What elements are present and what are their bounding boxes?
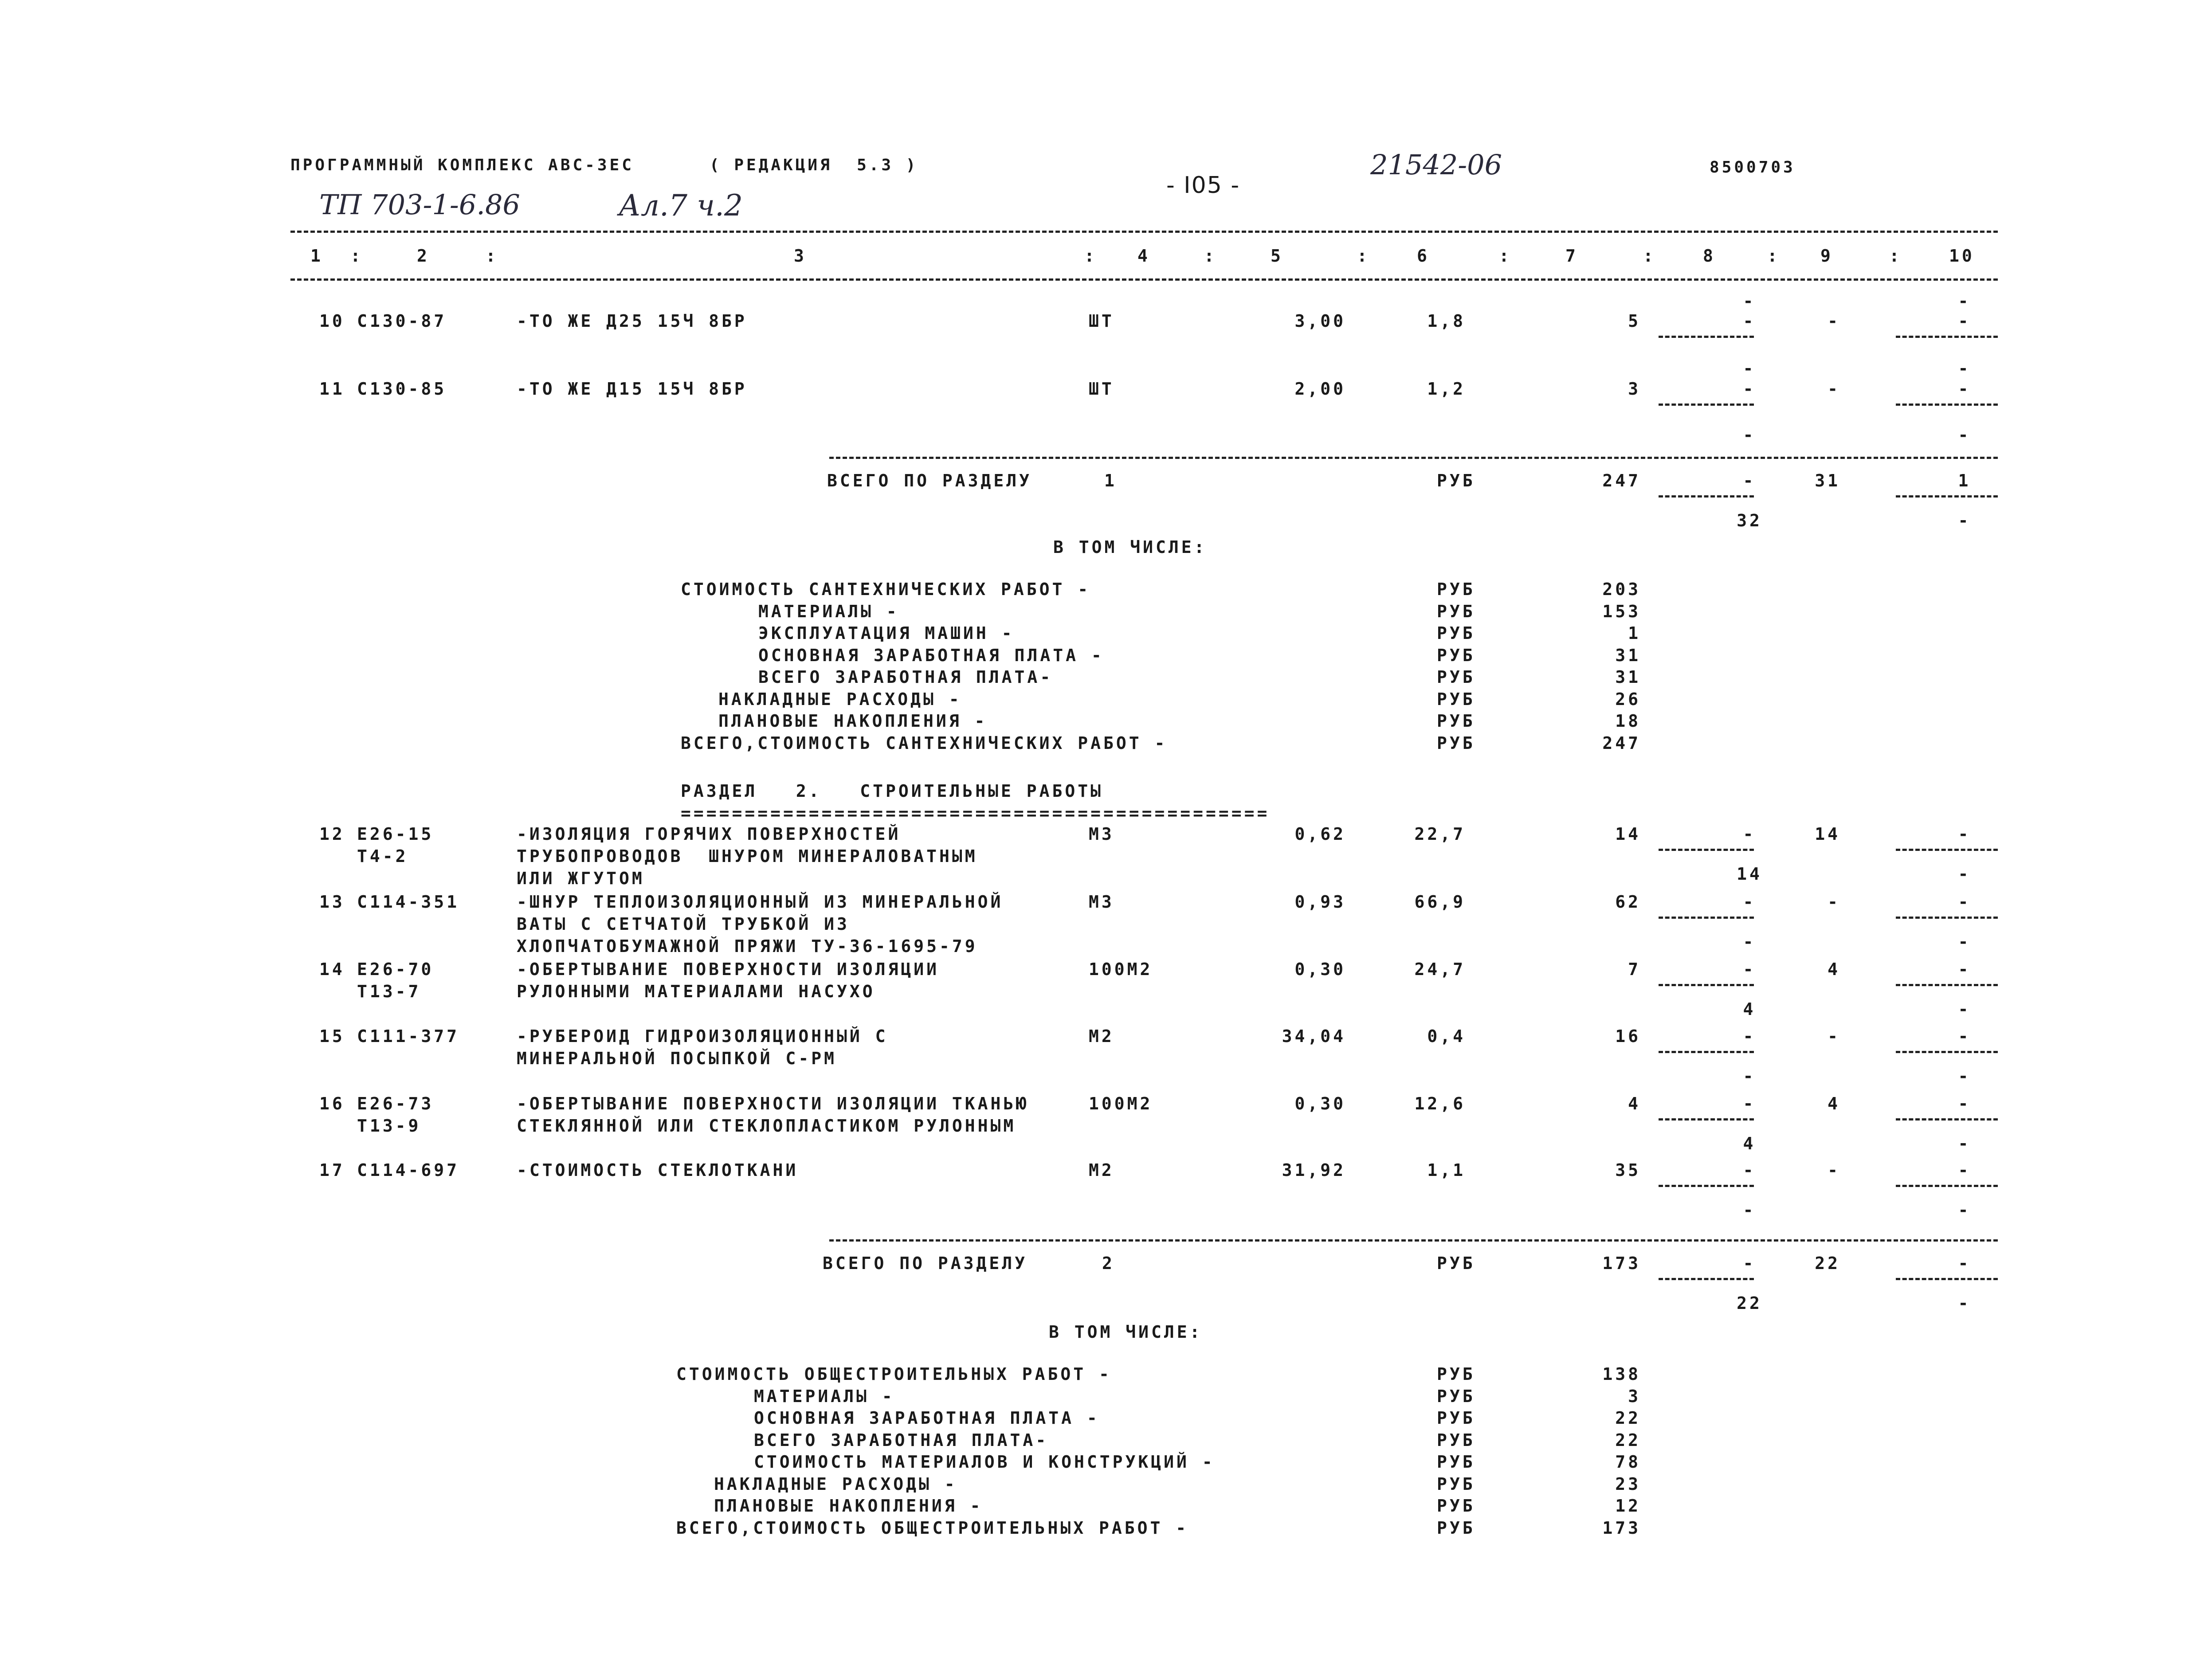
col10-value: -	[1958, 379, 1971, 399]
summary-label: ВСЕГО,СТОИМОСТЬ САНТЕХНИЧЕСКИХ РАБОТ -	[681, 733, 1168, 753]
row-name: -РУБЕРОИД ГИДРОИЗОЛЯЦИОННЫЙ С	[517, 1026, 888, 1046]
section2-total-rule	[829, 1239, 1998, 1242]
col10-value: 1	[1958, 471, 1971, 490]
row-total: 4	[1628, 1094, 1641, 1113]
section-title: РАЗДЕЛ 2. СТРОИТЕЛЬНЫЕ РАБОТЫ	[681, 781, 1103, 801]
col10-rule	[1896, 404, 1998, 406]
row-quantity: 0,62	[1294, 824, 1346, 844]
summary-value: 22	[1615, 1408, 1641, 1428]
row-quantity: 2,00	[1294, 379, 1346, 399]
col10-rule	[1896, 917, 1998, 919]
summary-label: ВСЕГО,СТОИМОСТЬ ОБЩЕСТРОИТЕЛЬНЫХ РАБОТ -	[676, 1518, 1189, 1538]
section-total-number: 1	[1104, 471, 1117, 490]
col10-value: -	[1958, 1254, 1971, 1273]
col9-value: -	[1828, 311, 1840, 331]
summary-label: МАТЕРИАЛЫ -	[758, 601, 899, 621]
col10-mark: -	[1958, 425, 1971, 445]
row-name: -ТО ЖЕ Д15 15Ч 8БР	[517, 379, 747, 399]
summary-unit: РУБ	[1437, 1474, 1475, 1494]
col9-value: 31	[1815, 471, 1840, 490]
section-total-unit: РУБ	[1437, 471, 1475, 490]
column-separator: :	[1357, 246, 1370, 266]
col10-rule	[1896, 984, 1998, 986]
summary-value: 138	[1602, 1364, 1641, 1384]
row-quantity: 3,00	[1294, 311, 1346, 331]
col10-value: -	[1958, 892, 1971, 912]
col8-value: -	[1743, 471, 1756, 490]
column-number: 2	[417, 246, 430, 266]
row-code: С130-85	[357, 379, 447, 399]
col8-value: -	[1743, 1160, 1756, 1180]
summary-value: 23	[1615, 1474, 1641, 1494]
summary-value: 153	[1602, 601, 1641, 621]
row-name-line2: РУЛОННЫМИ МАТЕРИАЛАМИ НАСУХО	[517, 982, 875, 1001]
row-code: Е26-15	[357, 824, 434, 844]
row-code: С130-87	[357, 311, 447, 331]
row-price: 1,8	[1427, 311, 1466, 331]
row-quantity: 31,92	[1282, 1160, 1346, 1180]
col8-rule	[1659, 1051, 1754, 1053]
summary-unit: РУБ	[1437, 580, 1475, 599]
row-name: -ТО ЖЕ Д25 15Ч 8БР	[517, 311, 747, 331]
col10-bottom-value: -	[1958, 1134, 1971, 1153]
summary-label: НАКЛАДНЫЕ РАСХОДЫ -	[718, 689, 962, 709]
row-code: С111-377	[357, 1026, 460, 1046]
row-quantity: 0,30	[1294, 1094, 1346, 1113]
col10-value: -	[1958, 311, 1971, 331]
included-label: В ТОМ ЧИСЛЕ:	[1053, 537, 1207, 557]
row-unit: М3	[1089, 892, 1114, 912]
col10-rule	[1896, 1118, 1998, 1121]
col10-bottom-value: -	[1958, 511, 1971, 530]
row-name-line2: МИНЕРАЛЬНОЙ ПОСЫПКОЙ С-РМ	[517, 1049, 837, 1068]
row-name: -ШНУР ТЕПЛОИЗОЛЯЦИОННЫЙ ИЗ МИНЕРАЛЬНОЙ	[517, 892, 1004, 912]
column-number: 7	[1565, 246, 1578, 266]
summary-value: 78	[1615, 1452, 1641, 1472]
summary-label: ОСНОВНАЯ ЗАРАБОТНАЯ ПЛАТА -	[758, 645, 1104, 665]
col8-rule	[1659, 1278, 1754, 1280]
summary-unit: РУБ	[1437, 601, 1475, 621]
row-code: С114-697	[357, 1160, 460, 1180]
summary-label: ПЛАНОВЫЕ НАКОПЛЕНИЯ -	[718, 711, 988, 731]
col8-mark: -	[1743, 359, 1756, 378]
row-unit: 100М2	[1089, 1094, 1153, 1113]
col8-value: -	[1743, 824, 1756, 844]
section-total-value: 247	[1602, 471, 1641, 490]
row-quantity: 34,04	[1282, 1026, 1346, 1046]
summary-value: 12	[1615, 1496, 1641, 1516]
column-separator: :	[1084, 246, 1097, 266]
summary-value: 31	[1615, 645, 1641, 665]
column-separator: :	[1204, 246, 1217, 266]
col10-value: -	[1958, 824, 1971, 844]
row-quantity: 0,93	[1294, 892, 1346, 912]
section1-total-rule	[829, 457, 1998, 459]
summary-value: 203	[1602, 580, 1641, 599]
column-number: 6	[1417, 246, 1430, 266]
col8-value: -	[1743, 1254, 1756, 1273]
summary-unit: РУБ	[1437, 711, 1475, 731]
col9-value: -	[1828, 379, 1840, 399]
summary-value: 31	[1615, 667, 1641, 687]
row-code: Е26-70	[357, 960, 434, 979]
row-unit: 100М2	[1089, 960, 1153, 979]
summary-label: СТОИМОСТЬ ОБЩЕСТРОИТЕЛЬНЫХ РАБОТ -	[676, 1364, 1112, 1384]
included-label: В ТОМ ЧИСЛЕ:	[1049, 1322, 1203, 1342]
row-code-line2: Т13-9	[357, 1116, 421, 1136]
col10-bottom-value: -	[1958, 932, 1971, 952]
row-price: 12,6	[1414, 1094, 1466, 1113]
row-unit: М2	[1089, 1026, 1114, 1046]
col10-value: -	[1958, 1026, 1971, 1046]
document-number-handwritten: 21542-06	[1370, 149, 1502, 181]
summary-unit: РУБ	[1437, 733, 1475, 753]
row-name-line3: ИЛИ ЖГУТОМ	[517, 869, 645, 888]
row-number: 17	[319, 1160, 345, 1180]
col10-rule	[1896, 336, 1998, 338]
row-unit: ШТ	[1089, 311, 1114, 331]
summary-unit: РУБ	[1437, 667, 1475, 687]
col9-value: 14	[1815, 824, 1840, 844]
summary-unit: РУБ	[1437, 689, 1475, 709]
col9-value: 4	[1828, 960, 1840, 979]
row-number: 13	[319, 892, 345, 912]
header-rule-bottom	[290, 278, 1998, 281]
row-name: -ИЗОЛЯЦИЯ ГОРЯЧИХ ПОВЕРХНОСТЕЙ	[517, 824, 901, 844]
row-price: 66,9	[1414, 892, 1466, 912]
row-name-line2: СТЕКЛЯННОЙ ИЛИ СТЕКЛОПЛАСТИКОМ РУЛОННЫМ	[517, 1116, 1016, 1136]
summary-label: НАКЛАДНЫЕ РАСХОДЫ -	[714, 1474, 957, 1494]
row-total: 3	[1628, 379, 1641, 399]
summary-label: СТОИМОСТЬ МАТЕРИАЛОВ И КОНСТРУКЦИЙ -	[754, 1452, 1215, 1472]
col8-value: -	[1743, 379, 1756, 399]
row-name-line2: ТРУБОПРОВОДОВ ШНУРОМ МИНЕРАЛОВАТНЫМ	[517, 846, 978, 866]
col10-bottom-value: -	[1958, 1066, 1971, 1086]
column-number: 1	[310, 246, 323, 266]
row-code-line2: Т4-2	[357, 846, 408, 866]
row-number: 16	[319, 1094, 345, 1113]
col10-value: -	[1958, 1094, 1971, 1113]
col8-bottom-value: 32	[1737, 511, 1762, 530]
summary-unit: РУБ	[1437, 623, 1475, 643]
col8-mark: -	[1743, 291, 1756, 311]
col9-value: -	[1828, 1026, 1840, 1046]
summary-label: ПЛАНОВЫЕ НАКОПЛЕНИЯ -	[714, 1496, 983, 1516]
col8-rule	[1659, 404, 1754, 406]
col8-value: -	[1743, 960, 1756, 979]
col8-value: -	[1743, 1094, 1756, 1113]
summary-unit: РУБ	[1437, 1430, 1475, 1450]
col8-value: -	[1743, 892, 1756, 912]
section-total-label: ВСЕГО ПО РАЗДЕЛУ	[827, 471, 1032, 490]
col10-bottom-value: -	[1958, 1200, 1971, 1220]
column-separator: :	[1643, 246, 1656, 266]
col8-value: -	[1743, 311, 1756, 331]
row-number: 14	[319, 960, 345, 979]
column-separator: :	[1889, 246, 1902, 266]
col9-value: -	[1828, 892, 1840, 912]
row-name: -ОБЕРТЫВАНИЕ ПОВЕРХНОСТИ ИЗОЛЯЦИИ	[517, 960, 939, 979]
summary-unit: РУБ	[1437, 1452, 1475, 1472]
row-unit: М2	[1089, 1160, 1114, 1180]
summary-value: 22	[1615, 1430, 1641, 1450]
col8-bottom-value: -	[1743, 932, 1756, 952]
row-total: 35	[1615, 1160, 1641, 1180]
row-code: С114-351	[357, 892, 460, 912]
col8-rule	[1659, 495, 1754, 498]
column-number: 8	[1703, 246, 1716, 266]
col10-mark: -	[1958, 291, 1971, 311]
summary-value: 3	[1628, 1386, 1641, 1406]
album-handwritten: Ал.7 ч.2	[619, 188, 743, 223]
row-total: 62	[1615, 892, 1641, 912]
row-total: 5	[1628, 311, 1641, 331]
col8-rule	[1659, 849, 1754, 851]
col10-bottom-value: -	[1958, 1293, 1971, 1313]
col10-rule	[1896, 849, 1998, 851]
summary-unit: РУБ	[1437, 645, 1475, 665]
col10-rule	[1896, 1185, 1998, 1187]
col8-rule	[1659, 1118, 1754, 1121]
row-total: 14	[1615, 824, 1641, 844]
row-price: 1,2	[1427, 379, 1466, 399]
row-code-line2: Т13-7	[357, 982, 421, 1001]
section-total-value: 173	[1602, 1254, 1641, 1273]
header-rule-top	[290, 231, 1998, 233]
row-number: 12	[319, 824, 345, 844]
row-name-line2: ВАТЫ С СЕТЧАТОЙ ТРУБКОЙ ИЗ	[517, 914, 850, 934]
row-quantity: 0,30	[1294, 960, 1346, 979]
col8-mark: -	[1743, 425, 1756, 445]
row-name: -СТОИМОСТЬ СТЕКЛОТКАНИ	[517, 1160, 799, 1180]
tp-handwritten: ТП 703-1-6.86	[319, 188, 520, 221]
program-name: ПРОГРАММНЫЙ КОМПЛЕКС АВС-3ЕС	[290, 156, 634, 174]
summary-value: 247	[1602, 733, 1641, 753]
row-number: 10	[319, 311, 345, 331]
row-number: 15	[319, 1026, 345, 1046]
summary-unit: РУБ	[1437, 1408, 1475, 1428]
row-price: 0,4	[1427, 1026, 1466, 1046]
col10-rule	[1896, 1051, 1998, 1053]
row-code: Е26-73	[357, 1094, 434, 1113]
column-number: 10	[1949, 246, 1975, 266]
row-unit: ШТ	[1089, 379, 1114, 399]
col8-rule	[1659, 917, 1754, 919]
summary-value: 18	[1615, 711, 1641, 731]
column-separator: :	[1767, 246, 1780, 266]
summary-label: СТОИМОСТЬ САНТЕХНИЧЕСКИХ РАБОТ -	[681, 580, 1091, 599]
summary-unit: РУБ	[1437, 1496, 1475, 1516]
summary-value: 1	[1628, 623, 1641, 643]
col8-rule	[1659, 1185, 1754, 1187]
col9-value: -	[1828, 1160, 1840, 1180]
row-total: 7	[1628, 960, 1641, 979]
column-number: 4	[1137, 246, 1150, 266]
page-number: - I05 -	[1166, 172, 1240, 199]
section-title-underline: ==============================================	[681, 803, 1270, 823]
summary-unit: РУБ	[1437, 1386, 1475, 1406]
column-number: 5	[1271, 246, 1283, 266]
col10-value: -	[1958, 1160, 1971, 1180]
col8-rule	[1659, 984, 1754, 986]
section-total-unit: РУБ	[1437, 1254, 1475, 1273]
column-number: 9	[1820, 246, 1833, 266]
summary-label: ВСЕГО ЗАРАБОТНАЯ ПЛАТА-	[754, 1430, 1049, 1450]
code-number: 8500703	[1710, 158, 1796, 176]
summary-label: ОСНОВНАЯ ЗАРАБОТНАЯ ПЛАТА -	[754, 1408, 1100, 1428]
col8-rule	[1659, 336, 1754, 338]
col10-value: -	[1958, 960, 1971, 979]
column-separator: :	[1499, 246, 1512, 266]
col8-bottom-value: 4	[1743, 1134, 1756, 1153]
col8-value: -	[1743, 1026, 1756, 1046]
col10-rule	[1896, 1278, 1998, 1280]
summary-unit: РУБ	[1437, 1364, 1475, 1384]
col8-bottom-value: 4	[1743, 999, 1756, 1019]
col8-bottom-value: 22	[1737, 1293, 1762, 1313]
column-number: 3	[794, 246, 807, 266]
col8-bottom-value: -	[1743, 1066, 1756, 1086]
row-price: 24,7	[1414, 960, 1466, 979]
col8-bottom-value: -	[1743, 1200, 1756, 1220]
row-price: 1,1	[1427, 1160, 1466, 1180]
col8-bottom-value: 14	[1737, 864, 1762, 884]
section-total-number: 2	[1102, 1254, 1115, 1273]
summary-label: ЭКСПЛУАТАЦИЯ МАШИН -	[758, 623, 1015, 643]
row-name-line3: ХЛОПЧАТОБУМАЖНОЙ ПРЯЖИ ТУ-36-1695-79	[517, 936, 978, 956]
col10-bottom-value: -	[1958, 999, 1971, 1019]
col9-value: 4	[1828, 1094, 1840, 1113]
row-number: 11	[319, 379, 345, 399]
program-edition: ( РЕДАКЦИЯ 5.3 )	[710, 156, 918, 174]
summary-label: ВСЕГО ЗАРАБОТНАЯ ПЛАТА-	[758, 667, 1053, 687]
col10-mark: -	[1958, 359, 1971, 378]
section-total-label: ВСЕГО ПО РАЗДЕЛУ	[823, 1254, 1028, 1273]
row-price: 22,7	[1414, 824, 1466, 844]
summary-value: 26	[1615, 689, 1641, 709]
col9-value: 22	[1815, 1254, 1840, 1273]
summary-label: МАТЕРИАЛЫ -	[754, 1386, 895, 1406]
row-unit: М3	[1089, 824, 1114, 844]
summary-value: 173	[1602, 1518, 1641, 1538]
row-total: 16	[1615, 1026, 1641, 1046]
summary-unit: РУБ	[1437, 1518, 1475, 1538]
column-separator: :	[350, 246, 363, 266]
col10-rule	[1896, 495, 1998, 498]
col10-bottom-value: -	[1958, 864, 1971, 884]
row-name: -ОБЕРТЫВАНИЕ ПОВЕРХНОСТИ ИЗОЛЯЦИИ ТКАНЬЮ	[517, 1094, 1029, 1113]
column-separator: :	[486, 246, 498, 266]
